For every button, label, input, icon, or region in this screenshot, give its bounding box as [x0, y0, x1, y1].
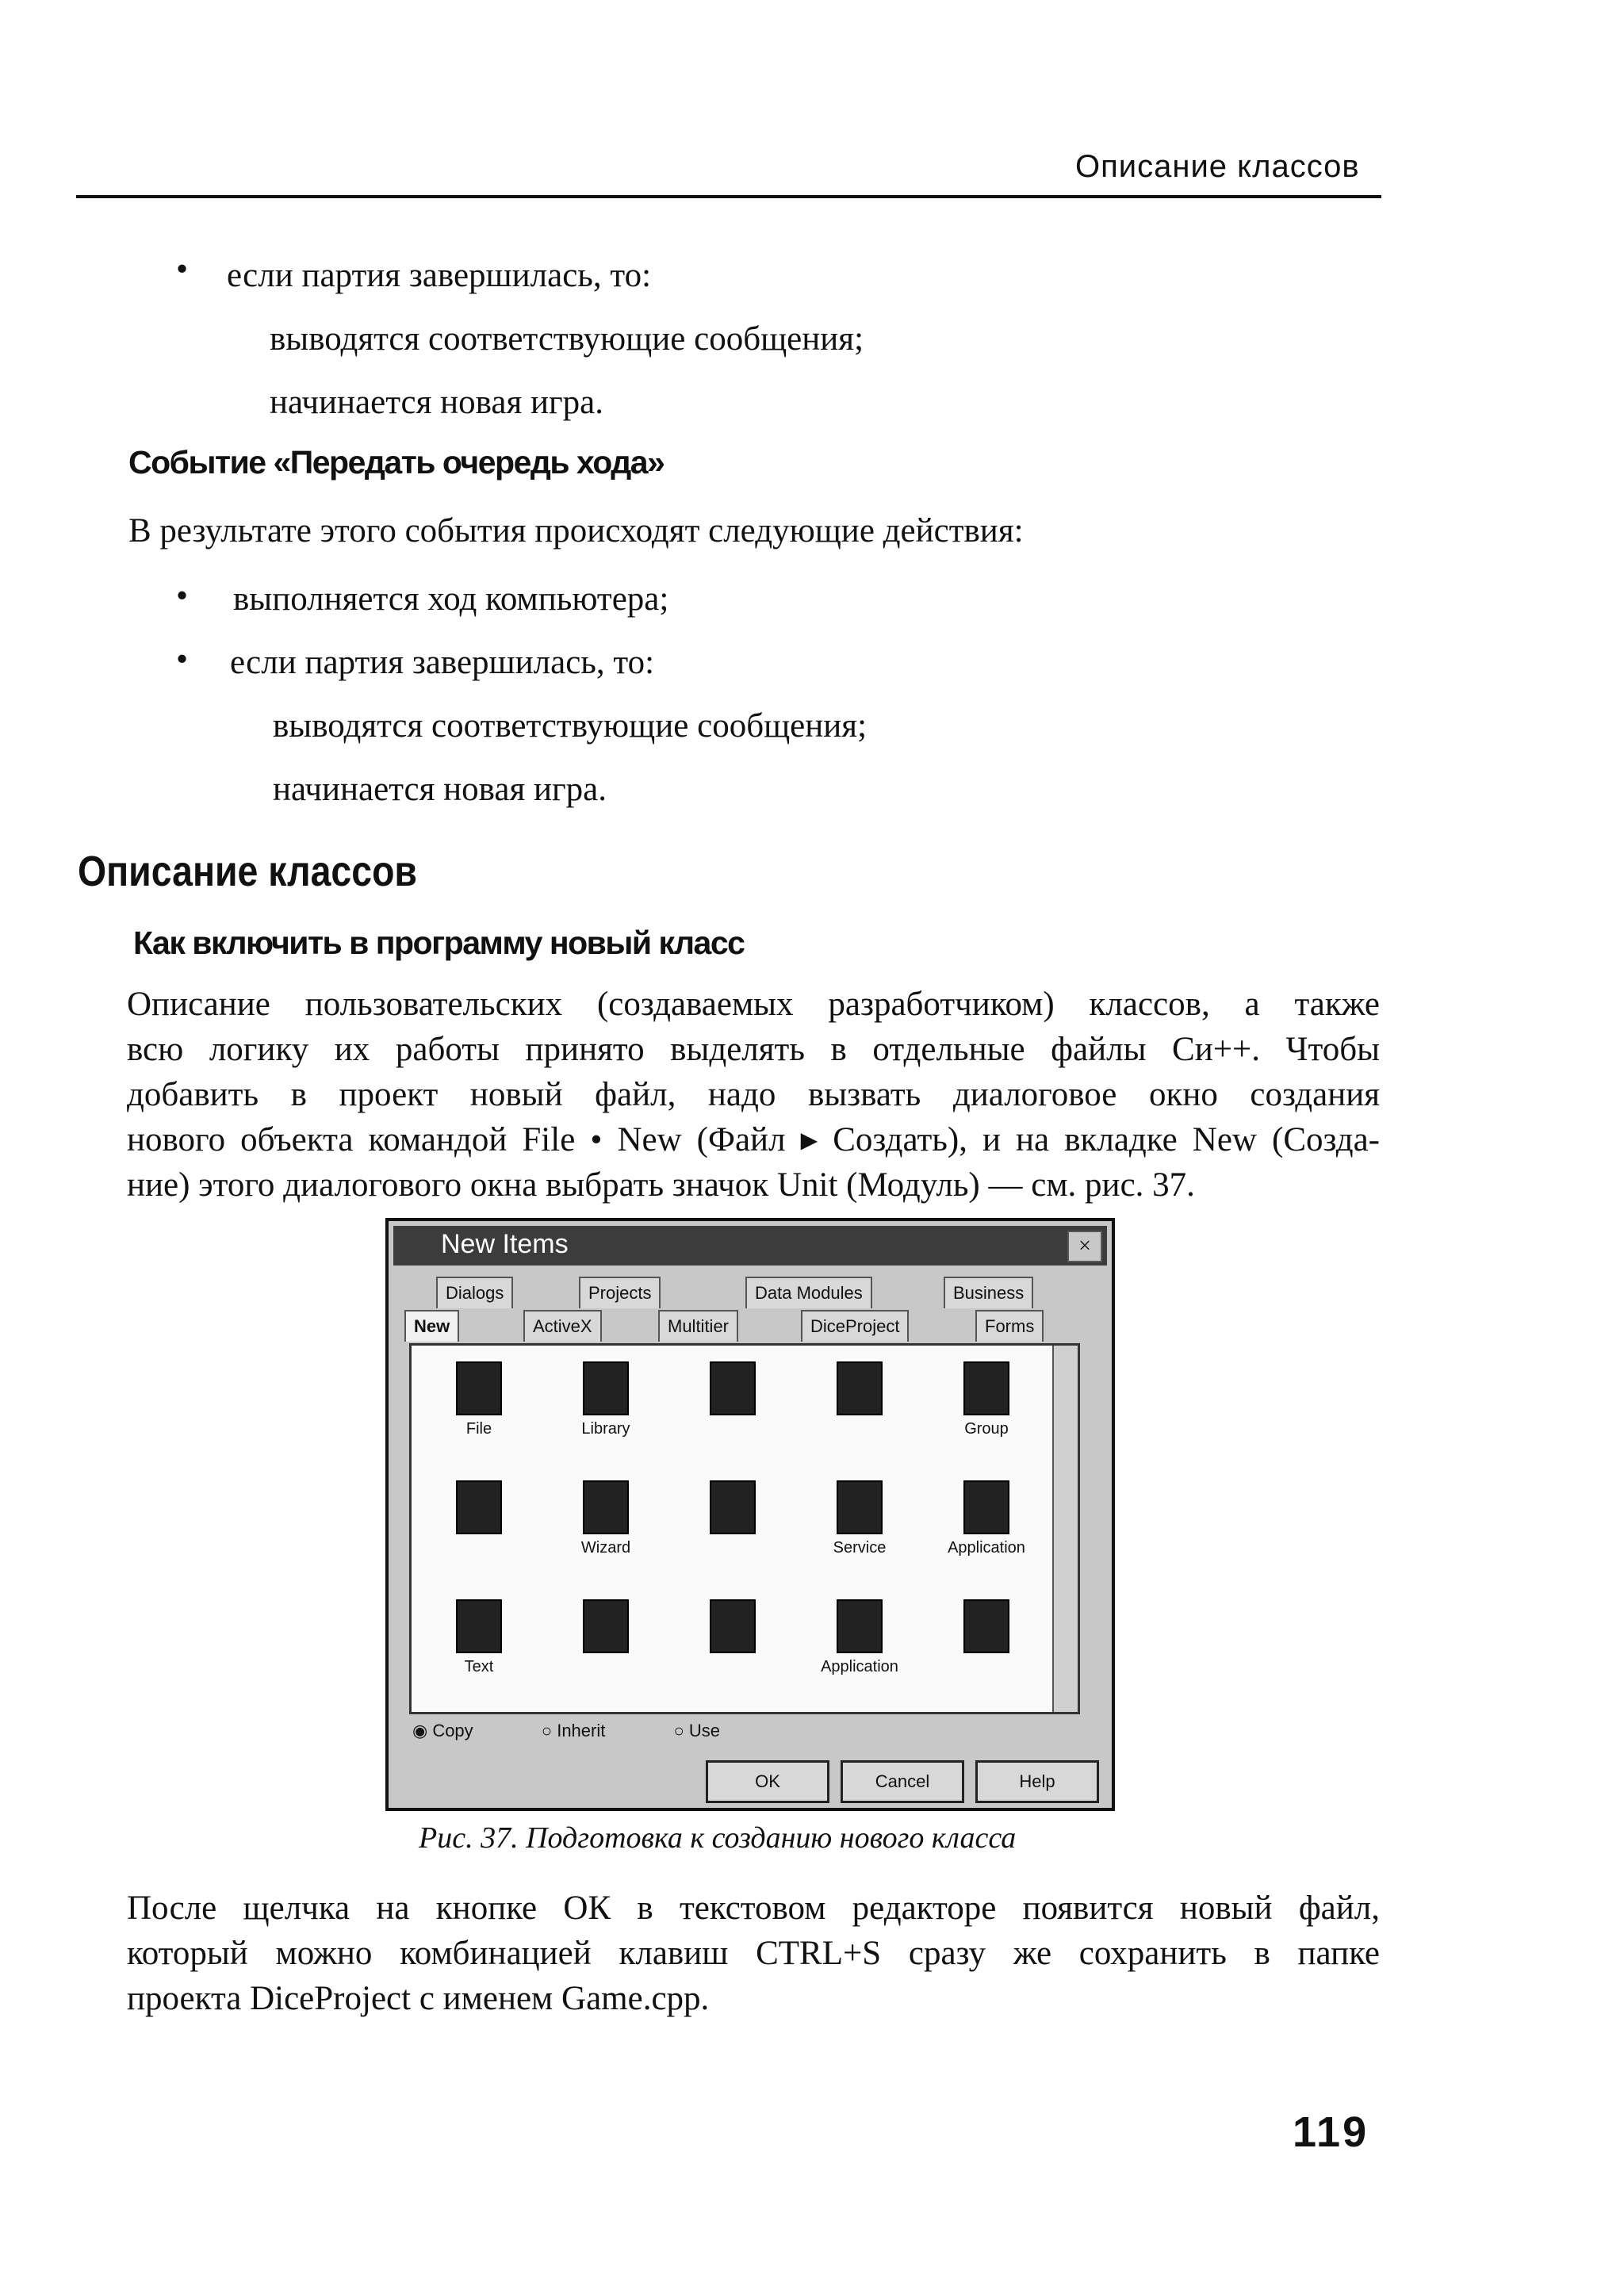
paragraph-line: который можно комбинацией клавиш CTRL+S сразу же сохранить в папке	[127, 1935, 1380, 1972]
paragraph-line: После щелчка на кнопке ОК в текстовом редакторе появится новый файл,	[127, 1890, 1380, 1927]
icon-label: Library	[581, 1420, 630, 1438]
radio-label: Copy	[432, 1721, 473, 1740]
list-subitem: начинается новая игра.	[270, 384, 603, 421]
close-icon[interactable]: ×	[1067, 1231, 1102, 1262]
header-rule	[76, 195, 1381, 198]
tab-projects[interactable]: Projects	[579, 1277, 661, 1308]
wizard-icon	[583, 1480, 629, 1534]
ok-button[interactable]: OK	[706, 1760, 829, 1803]
web-application-icon	[837, 1599, 883, 1653]
project-icon	[837, 1361, 883, 1415]
subsection-heading: Как включить в программу новый класс	[133, 925, 745, 961]
event-intro: В результате этого события происходят следующие действия:	[128, 512, 1024, 549]
radio-label: Inherit	[557, 1721, 606, 1740]
tab-row-front	[404, 1310, 1096, 1342]
dialog-title: New Items	[441, 1229, 569, 1259]
list-subitem: выводятся соответствующие сообщения;	[270, 320, 864, 358]
service-icon	[837, 1480, 883, 1534]
application-icon	[963, 1480, 1009, 1534]
tab-forms[interactable]: Forms	[975, 1310, 1044, 1342]
text-icon	[456, 1599, 502, 1653]
new-item-icon[interactable]	[427, 1599, 530, 1676]
dll-icon	[710, 1480, 756, 1534]
new-item-icon[interactable]	[427, 1361, 530, 1438]
paragraph-line: ние) этого диалогового окна выбрать значок Unit (Модуль) — см. рис. 37.	[127, 1166, 1195, 1204]
new-item-icon[interactable]	[554, 1361, 657, 1438]
paragraph-line: добавить в проект новый файл, надо вызвать диалоговое окно создания	[127, 1076, 1380, 1113]
running-title: Описание классов	[1075, 149, 1360, 184]
list-item: если партия завершилась, то:	[227, 257, 652, 294]
radio-inherit[interactable]: ○ Inherit	[541, 1721, 606, 1740]
tab-new[interactable]: New	[404, 1310, 459, 1342]
bullet-marker: •	[176, 641, 189, 678]
tab-data-modules[interactable]: Data Modules	[745, 1277, 872, 1308]
list-item: выполняется ход компьютера;	[233, 580, 669, 618]
icon-label: Wizard	[580, 1539, 631, 1557]
library-icon	[583, 1361, 629, 1415]
dialog-titlebar	[393, 1226, 1107, 1266]
section-heading: Описание классов	[78, 848, 417, 895]
bullet-marker: •	[176, 251, 189, 288]
new-item-icon[interactable]	[427, 1480, 530, 1539]
tab-activex[interactable]: ActiveX	[523, 1310, 602, 1342]
new-item-icon[interactable]	[681, 1361, 784, 1420]
unit-icon	[710, 1599, 756, 1653]
new-item-icon[interactable]	[681, 1480, 784, 1539]
new-item-icon[interactable]	[808, 1361, 911, 1420]
list-subitem: выводятся соответствующие сообщения;	[273, 707, 868, 745]
paragraph	[127, 1886, 1380, 2021]
radio-label: Use	[688, 1721, 721, 1740]
icon-label: Group	[964, 1420, 1009, 1438]
paragraph-line: Описание пользовательских (создаваемых разработчиком) классов, а также	[127, 986, 1380, 1023]
new-item-icon[interactable]	[808, 1599, 911, 1676]
new-item-icon[interactable]	[935, 1361, 1038, 1438]
event-heading: Событие «Передать очередь хода»	[128, 444, 665, 481]
help-button[interactable]: Help	[975, 1760, 1099, 1803]
paragraph-line: проекта DiceProject с именем Game.cpp.	[127, 1980, 710, 2017]
bullet-marker: •	[176, 577, 189, 615]
web-server-icon	[963, 1599, 1009, 1653]
new-item-icon[interactable]	[554, 1599, 657, 1658]
icon-label: Application	[821, 1658, 898, 1675]
icon-list	[409, 1343, 1080, 1714]
paragraph-line: всю логику их работы принято выделять в отдельные файлы Си++. Чтобы	[127, 1031, 1380, 1068]
group-icon	[963, 1361, 1009, 1415]
icon-label: Service	[833, 1539, 887, 1557]
cancel-button[interactable]: Cancel	[841, 1760, 964, 1803]
new-item-icon[interactable]	[808, 1480, 911, 1557]
inheritance-options	[412, 1721, 783, 1741]
radio-use[interactable]: ○ Use	[673, 1721, 721, 1740]
tab-business[interactable]: Business	[944, 1277, 1033, 1308]
list-item: если партия завершилась, то:	[230, 644, 655, 681]
new-item-icon[interactable]	[935, 1599, 1038, 1658]
package-icon	[710, 1361, 756, 1415]
paragraph-line: нового объекта командой File • New (Файл ▸ Создать), и на вкладке New (Созда-	[127, 1121, 1380, 1158]
new-items-dialog	[385, 1218, 1115, 1811]
tab-multitier[interactable]: Multitier	[658, 1310, 738, 1342]
new-item-icon[interactable]	[935, 1480, 1038, 1557]
tab-row-back	[404, 1277, 1096, 1308]
tab-diceproject[interactable]: DiceProject	[801, 1310, 909, 1342]
vertical-scrollbar[interactable]	[1052, 1346, 1078, 1712]
figure-caption: Рис. 37. Подготовка к созданию нового класса	[419, 1821, 1017, 1855]
radio-copy[interactable]: ◉ Copy	[412, 1721, 473, 1740]
icon-label: Application	[948, 1539, 1025, 1557]
paragraph	[127, 982, 1380, 1208]
report-icon	[456, 1480, 502, 1534]
icon-label: File	[465, 1420, 492, 1438]
icon-label: Text	[464, 1658, 494, 1675]
file-icon	[456, 1361, 502, 1415]
thread-object-icon	[583, 1599, 629, 1653]
tab-dialogs[interactable]: Dialogs	[436, 1277, 513, 1308]
list-subitem: начинается новая игра.	[273, 771, 607, 808]
new-item-icon[interactable]	[554, 1480, 657, 1557]
page-number: 119	[1293, 2108, 1369, 2156]
new-item-icon[interactable]	[681, 1599, 784, 1658]
